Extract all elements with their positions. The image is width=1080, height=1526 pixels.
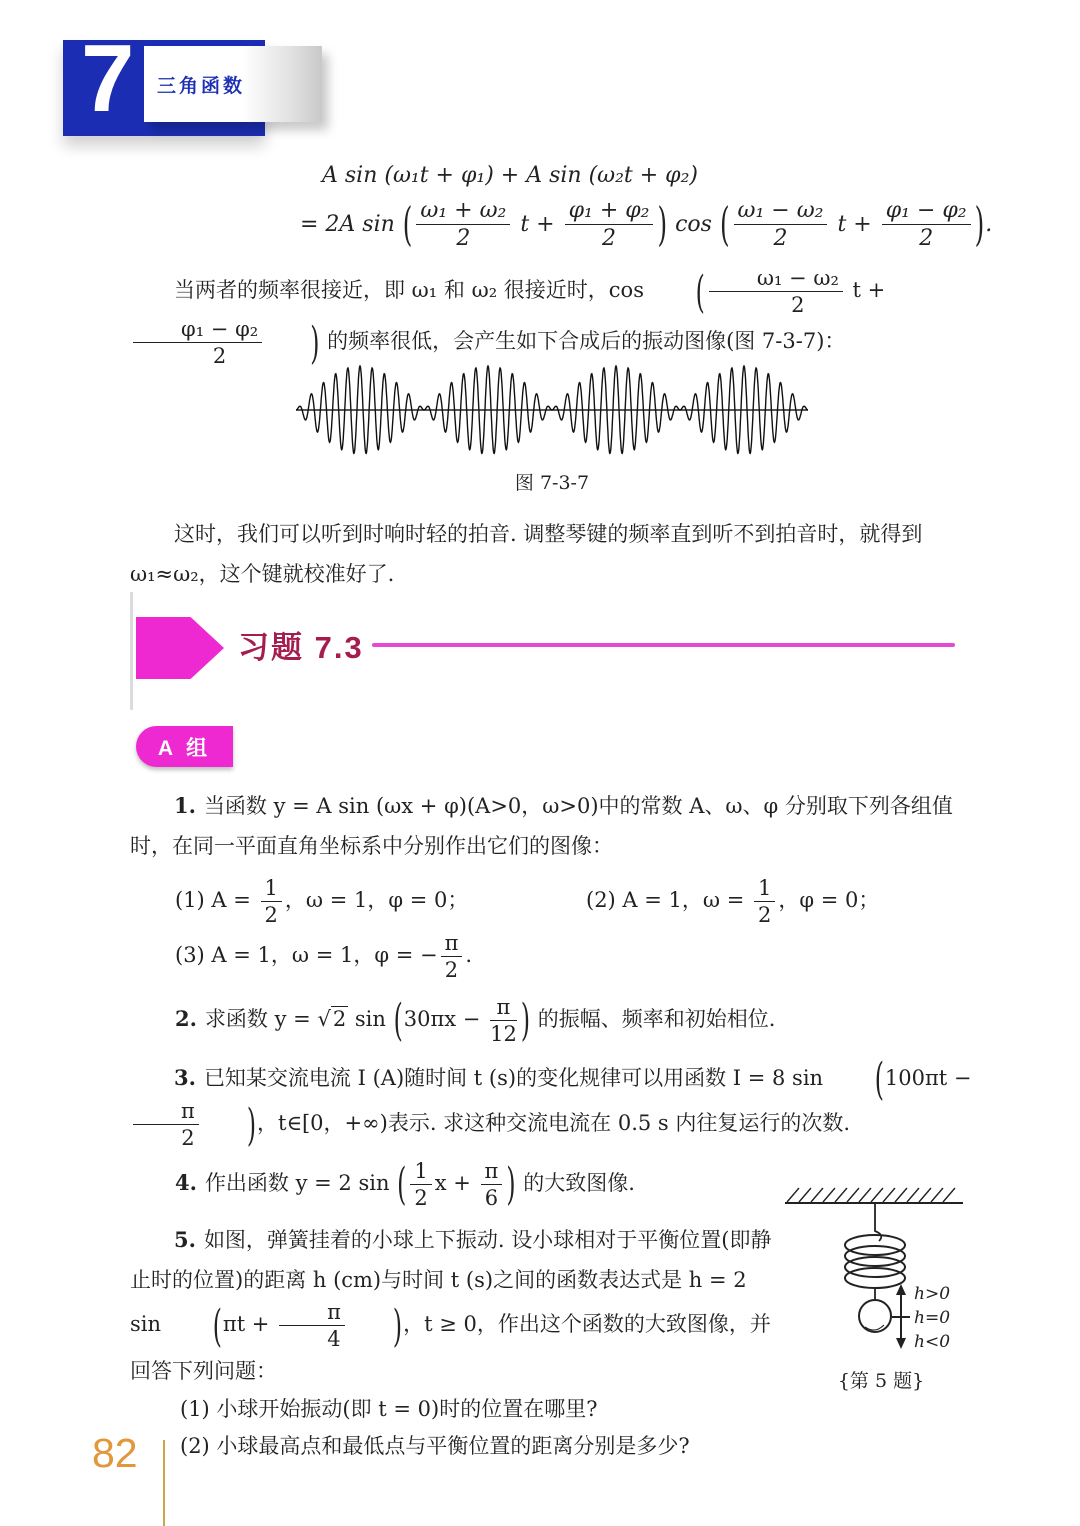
problem-5-question-2: (2) 小球最高点和最低点与平衡位置的距离分别是多少? xyxy=(180,1434,690,1459)
paragraph-beats: 当两者的频率很接近，即 ω₁ 和 ω₂ 很接近时，cos ( $\frac{\text{ω₁ − ω₂}}{2}$ t + $\frac{\text{φ₁ − φ₂}}{2}$ ) 的频率很低，会产生如下合成后的振动图像(图 7-3-7)： xyxy=(130,266,976,369)
ball xyxy=(859,1300,891,1332)
problem-1-number: 1. xyxy=(174,793,196,818)
section-arrow-icon xyxy=(136,617,224,679)
spring-coil xyxy=(845,1235,905,1288)
label-h-negative: h<0 xyxy=(914,1332,951,1352)
formula-sum-of-sines: A sin (ω₁t + φ₁) + A sin (ω₂t + φ₂) xyxy=(322,163,698,188)
problem-1-item-3: (3) A = 1，ω = 1，φ = − $\frac{\pi}{2}$ . xyxy=(175,931,473,983)
group-a-badge xyxy=(136,726,233,767)
ceiling-hatch xyxy=(787,1188,955,1202)
section-left-rule xyxy=(130,592,133,710)
footer-rule xyxy=(163,1440,165,1526)
problem-2-body: 求函数 y = √2 sin (30πx − $\frac{\pi}{12}$ ) 的振幅、频率和初始相位. xyxy=(204,994,776,1047)
page-number: 82 xyxy=(92,1430,138,1476)
problem-5-body: 如图，弹簧挂着的小球上下振动. 设小球相对于平衡位置(即静止时的位置)的距离 h (cm)与时间 t (s)之间的函数表达式是 h = 2 sin (πt + $\frac{\pi}{4}$ )，t ≥ 0，作出这个函数的大致图像，并回答下列问题： xyxy=(130,1227,772,1384)
problem-1-item-1: (1) A = $\frac{1}{2}$ ，ω = 1，φ = 0； xyxy=(175,876,469,928)
problem-4-body: 作出函数 y = 2 sin ( $\frac{1}{2}$ x + $\frac{\pi}{6}$ ) 的大致图像. xyxy=(204,1158,635,1211)
label-h-positive: h>0 xyxy=(914,1284,951,1304)
problem-3-number: 3. xyxy=(174,1064,196,1090)
problem-1-body: 当函数 y = A sin (ωx + φ)(A>0，ω>0)中的常数 A、ω、φ 分别取下列各组值时，在同一平面直角坐标系中分别作出它们的图像： xyxy=(130,794,953,858)
problem-2 xyxy=(175,995,976,1046)
chapter-number: 7 xyxy=(81,25,135,132)
chapter-title-card xyxy=(144,46,322,122)
spring-figure-caption: {第 5 题} xyxy=(837,1370,925,1392)
problem-1-items-row xyxy=(175,876,976,927)
label-h-zero: h=0 xyxy=(914,1308,951,1328)
formula-product-form: = 2A sin ( $\frac{\text{ω₁ + ω₂}}{2}$ t + $\frac{\text{φ₁ + φ₂}}{2}$ ) cos ( $\frac{\text{ω₁ − ω₂}}{2}$ t + $\frac{\text{φ₁ − φ₂}}{2}$ ). xyxy=(300,197,993,252)
problem-2-number: 2. xyxy=(175,1005,197,1031)
beat-wave-svg xyxy=(296,360,808,464)
direction-arrow xyxy=(892,1284,910,1349)
beat-wave-figure xyxy=(296,360,808,464)
figure-caption: 图 7-3-7 xyxy=(514,472,590,494)
problem-5 xyxy=(130,1220,784,1391)
problem-4-number: 4. xyxy=(175,1169,197,1195)
problem-1 xyxy=(130,786,976,866)
exercise-title: 习题 7.3 xyxy=(238,630,364,665)
problem-5-number: 5. xyxy=(174,1226,196,1252)
section-rule xyxy=(372,643,955,647)
problem-3-body: 已知某交流电流 I (A)随时间 t (s)的变化规律可以用函数 I = 8 sin (100πt − $\frac{\pi}{2}$ )，t∈[0，+∞)表示. 求这种交流电流在 0.5 s 内往复运行的次数. xyxy=(130,1066,978,1136)
problem-5-question-1: (1) 小球开始振动(即 t = 0)时的位置在哪里? xyxy=(180,1397,598,1422)
problem-1-item-2: (2) A = 1，ω = $\frac{1}{2}$ ，φ = 0； xyxy=(586,876,880,928)
problem-3 xyxy=(130,1053,979,1151)
paragraph-tuning: 这时，我们可以听到时响时轻的拍音. 调整琴键的频率直到听不到拍音时，就得到 ω₁≈ω₂，这个键就校准好了. xyxy=(130,522,923,586)
group-a-label: A 组 xyxy=(157,736,212,760)
chapter-title: 三角函数 xyxy=(157,75,246,97)
